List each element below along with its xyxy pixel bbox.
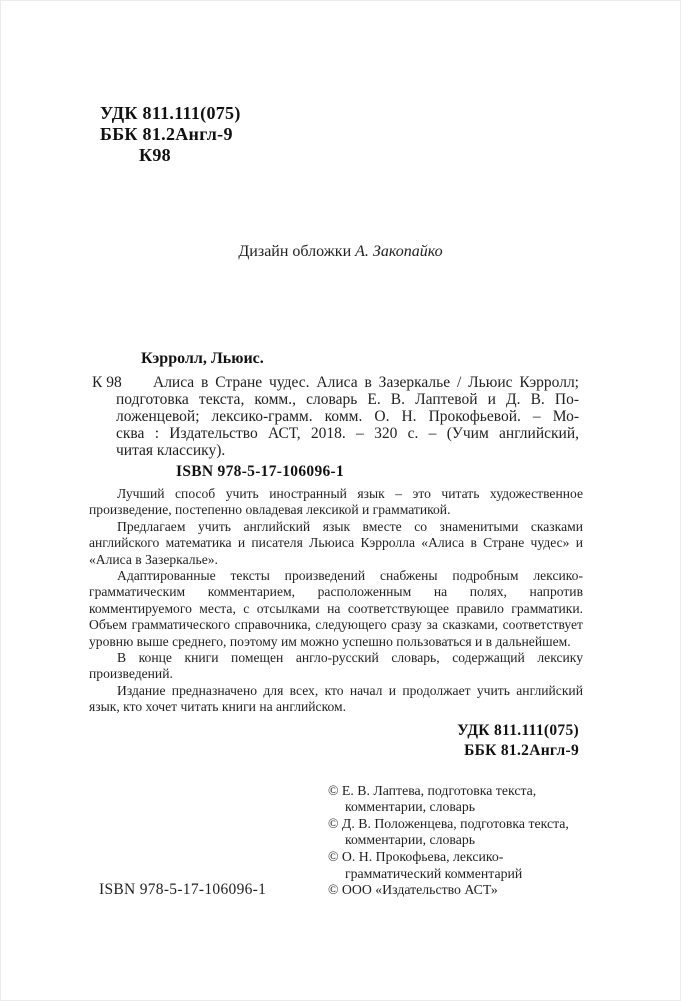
record-line: Алиса в Стране чудес. Алиса в Зазеркалье / Льюис Кэрролл; [153, 374, 579, 391]
designer-prefix: Дизайн обложки [238, 243, 356, 260]
cover-designer-line [1, 242, 680, 262]
annotation-block [89, 486, 583, 716]
annotation-paragraph: Лучший способ учить иностранный язык – это читать художественное произведение, постепенно овладевая лексикой и грамматикой. [89, 486, 583, 518]
top-codes-block [100, 103, 680, 166]
udk-top-line: УДК 811.111(075) [100, 103, 241, 123]
record-text [116, 374, 579, 459]
catalog-record [92, 374, 579, 459]
copyright-item: © Д. В. Положенцева, подготовка текста, комментарии, словарь [328, 815, 569, 848]
author-heading: Кэрролл, Льюис. [141, 350, 264, 367]
annotation-paragraph: Предлагаем учить английский язык вместе со знаменитыми сказками английского математика и писателя Льюиса Кэрролла «Алиса в Стране чудес» и «Алиса в Зазеркалье». [89, 518, 583, 567]
annotation-paragraph: В конце книги помещен англо-русский словарь, содержащий лексику произведений. [89, 650, 583, 682]
k98-line: К98 [139, 145, 171, 165]
record-line: ложенцевой; лексико-грамм. комм. О. Н. Прокофьевой. – Мо- [116, 408, 579, 425]
isbn-main: ISBN 978-5-17-106096-1 [176, 463, 345, 480]
copyright-item: © ООО «Издательство АСТ» [328, 882, 498, 898]
bottom-row [99, 782, 598, 899]
bottom-codes-block [1, 721, 579, 761]
copyright-list [328, 783, 598, 899]
copyright-item: © О. Н. Прокофьева, лексико-грамматический комментарий [328, 849, 523, 881]
annotation-paragraph: Издание предназначено для всех, кто начал и продолжает учить английский язык, кто хочет читать книги на английском. [89, 682, 583, 715]
copyright-item: © Е. В. Лаптева, подготовка текста, комментарии, словарь [328, 782, 537, 815]
bbk-top-line: ББК 81.2Англ-9 [100, 124, 233, 144]
record-line: читая классику). [116, 442, 226, 459]
annotation-paragraph: Адаптированные тексты произведений снабжены подробным лексико-грамматическим комментарием, расположенным на полях, напротив комментируемого места, с отсылками на соответствующее правило грамматики. Объем грамматического справочника, следующего сразу за сказками, соответствует уровню выше среднего, поэтому им можно успешно пользоваться и в дальнейшем. [89, 568, 583, 649]
udk-bottom-line: УДК 811.111(075) [457, 721, 579, 739]
record-line: сква : Издательство АСТ, 2018. – 320 с. – (Учим английский, [116, 425, 579, 442]
bbk-bottom-line: ББК 81.2Англ-9 [464, 741, 579, 759]
record-line: подготовка текста, комм., словарь Е. В. Лаптевой и Д. В. По- [116, 391, 579, 408]
designer-name: А. Закопайко [355, 243, 443, 260]
catalog-code-label: К 98 [92, 374, 122, 391]
isbn-bottom: ISBN 978-5-17-106096-1 [99, 881, 267, 899]
